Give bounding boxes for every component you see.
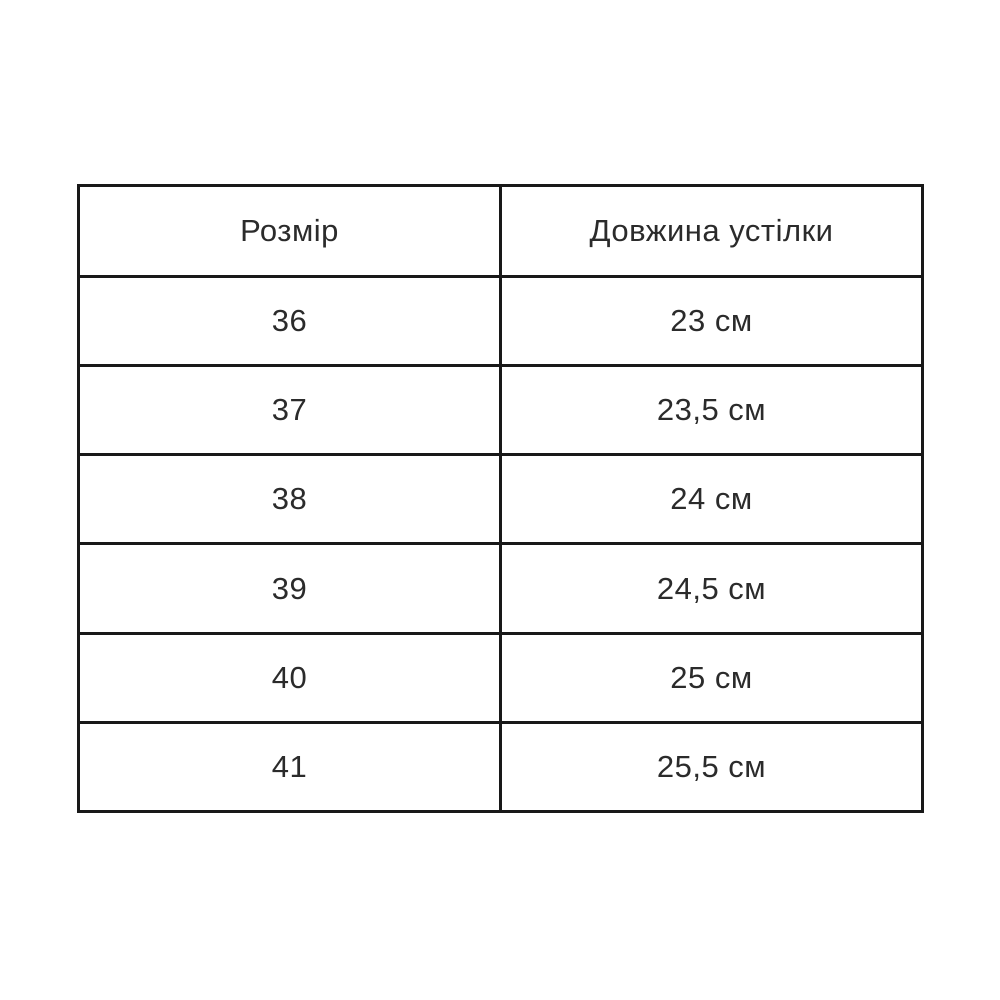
size-cell: 39 — [79, 544, 501, 633]
table-row — [79, 455, 923, 544]
table-row — [79, 722, 923, 811]
table-row — [79, 544, 923, 633]
size-cell: 38 — [79, 455, 501, 544]
insole-length-cell: 25 см — [501, 633, 923, 722]
size-cell: 40 — [79, 633, 501, 722]
insole-length-cell: 23 см — [501, 277, 923, 366]
table-row — [79, 633, 923, 722]
insole-length-cell: 23,5 см — [501, 366, 923, 455]
size-cell: 36 — [79, 277, 501, 366]
size-chart-table — [77, 184, 924, 813]
insole-length-cell: 24 см — [501, 455, 923, 544]
size-cell: 37 — [79, 366, 501, 455]
insole-length-cell: 25,5 см — [501, 722, 923, 811]
size-column-header: Розмір — [79, 186, 501, 277]
table-row — [79, 366, 923, 455]
table-header-row — [79, 186, 923, 277]
insole-length-column-header: Довжина устілки — [501, 186, 923, 277]
size-cell: 41 — [79, 722, 501, 811]
table-row — [79, 277, 923, 366]
insole-length-cell: 24,5 см — [501, 544, 923, 633]
